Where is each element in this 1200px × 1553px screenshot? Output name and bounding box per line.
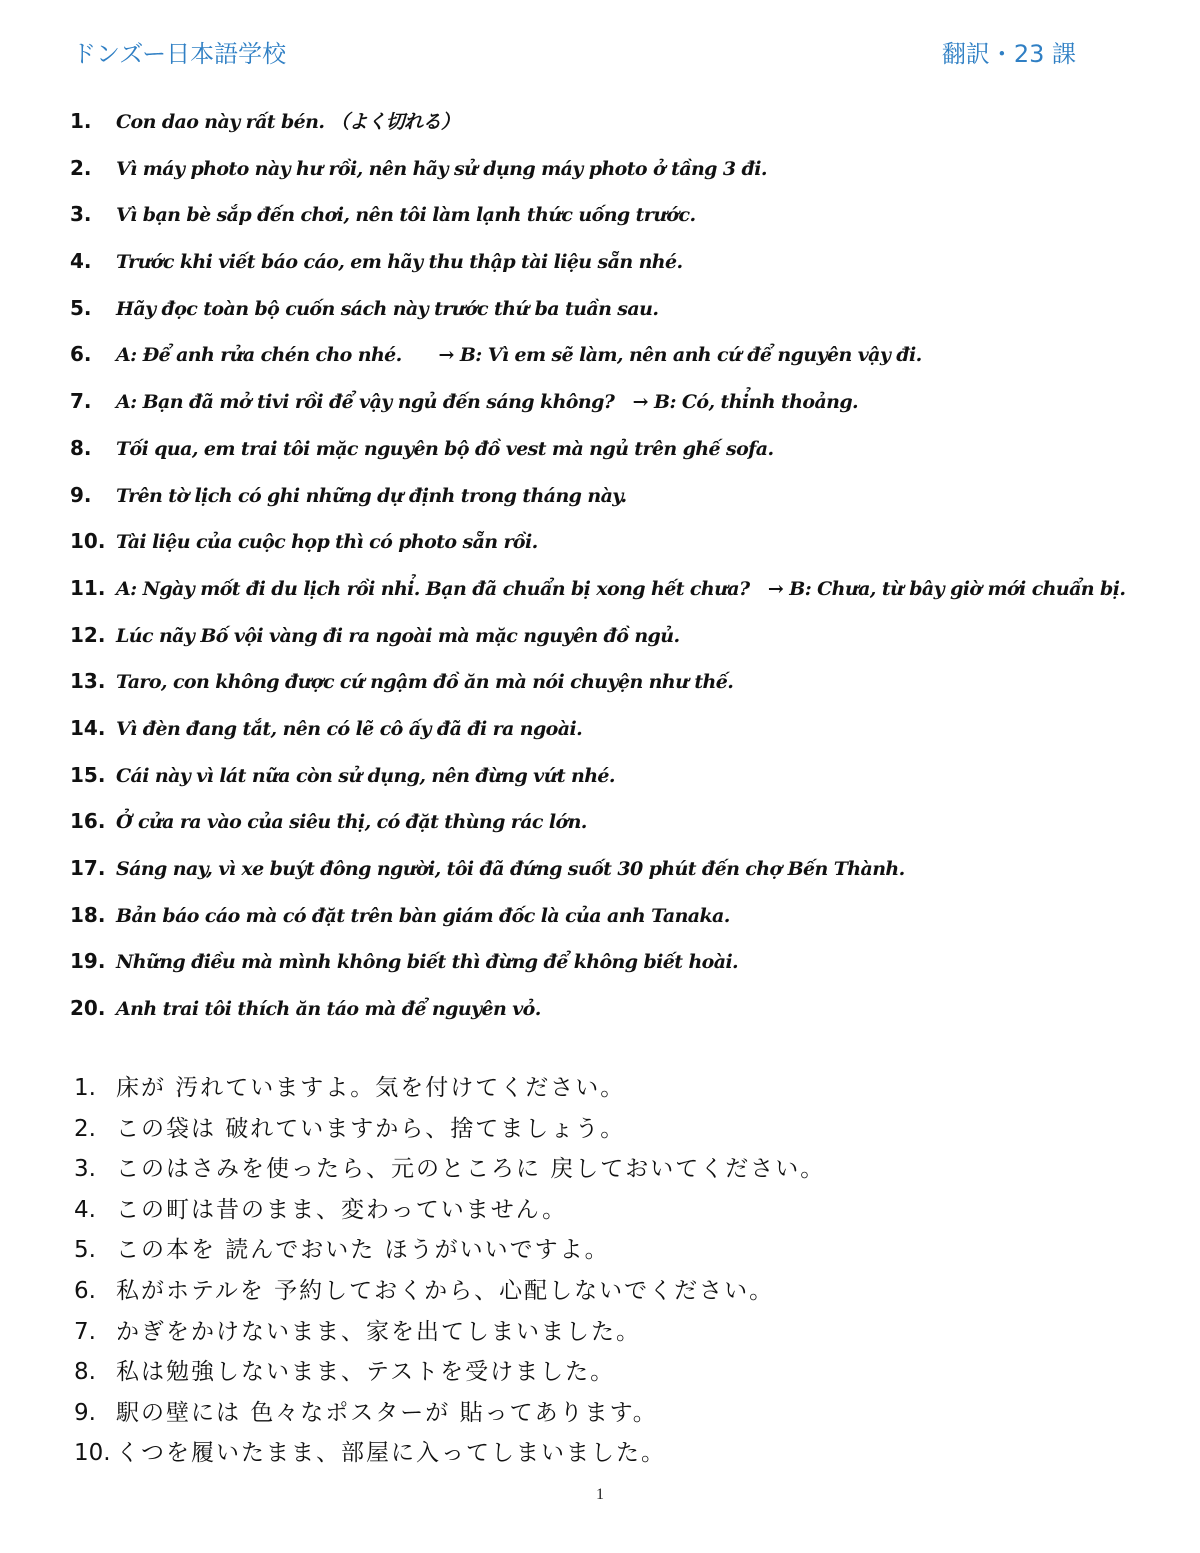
item-number: 1.: [70, 109, 92, 133]
vietnamese-sentence-list: [70, 101, 1140, 1035]
sentence-text: 私は勉強しないまま、テストを受けました。: [116, 1359, 616, 1386]
list-item: [70, 988, 1140, 1035]
item-number: 7.: [70, 389, 92, 414]
list-item: [74, 1230, 1144, 1271]
sentence-text: Vì đèn đang tắt, nên có lẽ cô ấy đã đi ra ngoài.: [116, 717, 583, 740]
sentence-text: Tối qua, em trai tôi mặc nguyên bộ đồ vest mà ngủ trên ghế sofa.: [116, 437, 774, 460]
item-number: 17.: [70, 856, 106, 880]
list-item: [70, 428, 1140, 475]
sentence-text: この本を 読んでおいた ほうがいいですよ。: [116, 1237, 610, 1264]
list-item: [70, 801, 1140, 848]
list-item: [70, 708, 1140, 755]
item-number: 12.: [70, 622, 106, 647]
list-item: [74, 1109, 1144, 1150]
list-item: [74, 1271, 1144, 1312]
list-item: [70, 241, 1140, 288]
item-number: 7.: [74, 1318, 96, 1345]
sentence-text: Hãy đọc toàn bộ cuốn sách này trước thứ ba tuần sau.: [116, 297, 659, 320]
sentence-text: Ở cửa ra vào của siêu thị, có đặt thùng rác lớn.: [116, 811, 587, 834]
sentence-text: Bản báo cáo mà có đặt trên bàn giám đốc là của anh Tanaka.: [116, 904, 730, 927]
item-number: 8.: [70, 435, 92, 460]
sentence-text: 床が 汚れていますよ。気を付けてください。: [116, 1075, 626, 1101]
item-number: 2.: [74, 1115, 96, 1142]
sentence-text: A: Ngày mốt đi du lịch rồi nhỉ. Bạn đã chuẩn bị xong hết chưa? → B: Chưa, từ bây giờ mới chuẩn bị.: [116, 577, 1126, 600]
list-item: [74, 1190, 1144, 1231]
sentence-text: このはさみを使ったら、元のところに 戻しておいてください。: [116, 1156, 826, 1183]
list-item: [74, 1352, 1144, 1393]
item-number: 3.: [70, 202, 92, 227]
sentence-text: Những điều mà mình không biết thì đừng để không biết hoài.: [116, 951, 739, 974]
page-header: [72, 34, 1076, 74]
sentence-text: Lúc nãy Bố vội vàng đi ra ngoài mà mặc nguyên đồ ngủ.: [116, 624, 680, 647]
sentence-text: 私がホテルを 予約しておくから、心配しないでください。: [116, 1277, 775, 1304]
sentence-text: Trên tờ lịch có ghi những dự định trong tháng này.: [116, 484, 627, 507]
sentence-text: Con dao này rất bén. （よく切れる）: [116, 111, 460, 133]
list-item: [70, 148, 1140, 195]
list-item: [70, 895, 1140, 942]
list-item: [70, 101, 1140, 148]
item-number: 8.: [74, 1359, 96, 1386]
item-number: 10.: [70, 529, 106, 554]
sentence-text: Trước khi viết báo cáo, em hãy thu thập tài liệu sẵn nhé.: [116, 251, 683, 274]
item-number: 5.: [74, 1237, 96, 1264]
sentence-text: Taro, con không được cứ ngậm đồ ăn mà nói chuyện như thế.: [116, 671, 734, 694]
list-item: [70, 755, 1140, 802]
list-item: [70, 661, 1140, 708]
item-number: 4.: [70, 249, 92, 274]
item-number: 5.: [70, 295, 92, 320]
sentence-text: くつを履いたまま、部屋に入ってしまいました。: [116, 1440, 666, 1467]
page-number: 1: [596, 1486, 604, 1503]
item-number: 2.: [70, 155, 92, 180]
item-number: 4.: [74, 1196, 96, 1223]
item-number: 19.: [70, 949, 106, 974]
sentence-text: Cái này vì lát nữa còn sử dụng, nên đừng vứt nhé.: [116, 764, 615, 787]
list-item: [74, 1312, 1144, 1353]
school-name: ドンズー日本語学校: [72, 40, 287, 68]
sentence-text: この袋は 破れていますから、捨てましょう。: [116, 1115, 626, 1142]
japanese-sentence-list: [74, 1068, 1144, 1474]
lesson-title: 翻訳・23 課: [941, 40, 1076, 68]
item-number: 11.: [70, 575, 106, 600]
list-item: [70, 334, 1140, 381]
item-number: 18.: [70, 902, 106, 927]
sentence-text: A: Bạn đã mở tivi rồi để vậy ngủ đến sáng không? → B: Có, thỉnh thoảng.: [116, 391, 859, 414]
list-item: [74, 1149, 1144, 1190]
sentence-text: Sáng nay, vì xe buýt đông người, tôi đã đứng suốt 30 phút đến chợ Bến Thành.: [116, 858, 905, 880]
item-number: 1.: [74, 1075, 96, 1101]
sentence-text: かぎをかけないまま、家を出てしまいました。: [116, 1318, 641, 1345]
item-number: 15.: [70, 762, 106, 787]
list-item: [70, 941, 1140, 988]
sentence-text: 駅の壁には 色々なポスターが 貼ってあります。: [116, 1399, 658, 1426]
sentence-text: A: Để anh rửa chén cho nhé. → B: Vì em sẽ làm, nên anh cứ để nguyên vậy đi.: [116, 344, 922, 367]
list-item: [70, 848, 1140, 895]
item-number: 9.: [74, 1399, 96, 1426]
item-number: 16.: [70, 809, 106, 834]
item-number: 9.: [70, 482, 92, 507]
sentence-text: Anh trai tôi thích ăn táo mà để nguyên vỏ.: [116, 998, 541, 1021]
list-item: [74, 1433, 1144, 1474]
sentence-text: Vì máy photo này hư rồi, nên hãy sử dụng máy photo ở tầng 3 đi.: [116, 157, 767, 180]
item-number: 3.: [74, 1156, 96, 1183]
list-item: [70, 288, 1140, 335]
sentence-text: Tài liệu của cuộc họp thì có photo sẵn rồi.: [116, 531, 538, 554]
item-number: 14.: [70, 715, 106, 740]
item-number: 6.: [74, 1277, 96, 1304]
item-number: 20.: [70, 996, 106, 1021]
list-item: [70, 521, 1140, 568]
sentence-text: Vì bạn bè sắp đến chơi, nên tôi làm lạnh thức uống trước.: [116, 204, 696, 227]
list-item: [70, 194, 1140, 241]
list-item: [70, 568, 1140, 615]
list-item: [74, 1068, 1144, 1109]
list-item: [74, 1393, 1144, 1434]
item-number: 13.: [70, 669, 106, 694]
list-item: [70, 381, 1140, 428]
list-item: [70, 615, 1140, 662]
item-number: 6.: [70, 342, 92, 367]
sentence-text: この町は昔のまま、変わっていません。: [116, 1196, 568, 1223]
list-item: [70, 475, 1140, 522]
item-number: 10.: [74, 1440, 111, 1467]
